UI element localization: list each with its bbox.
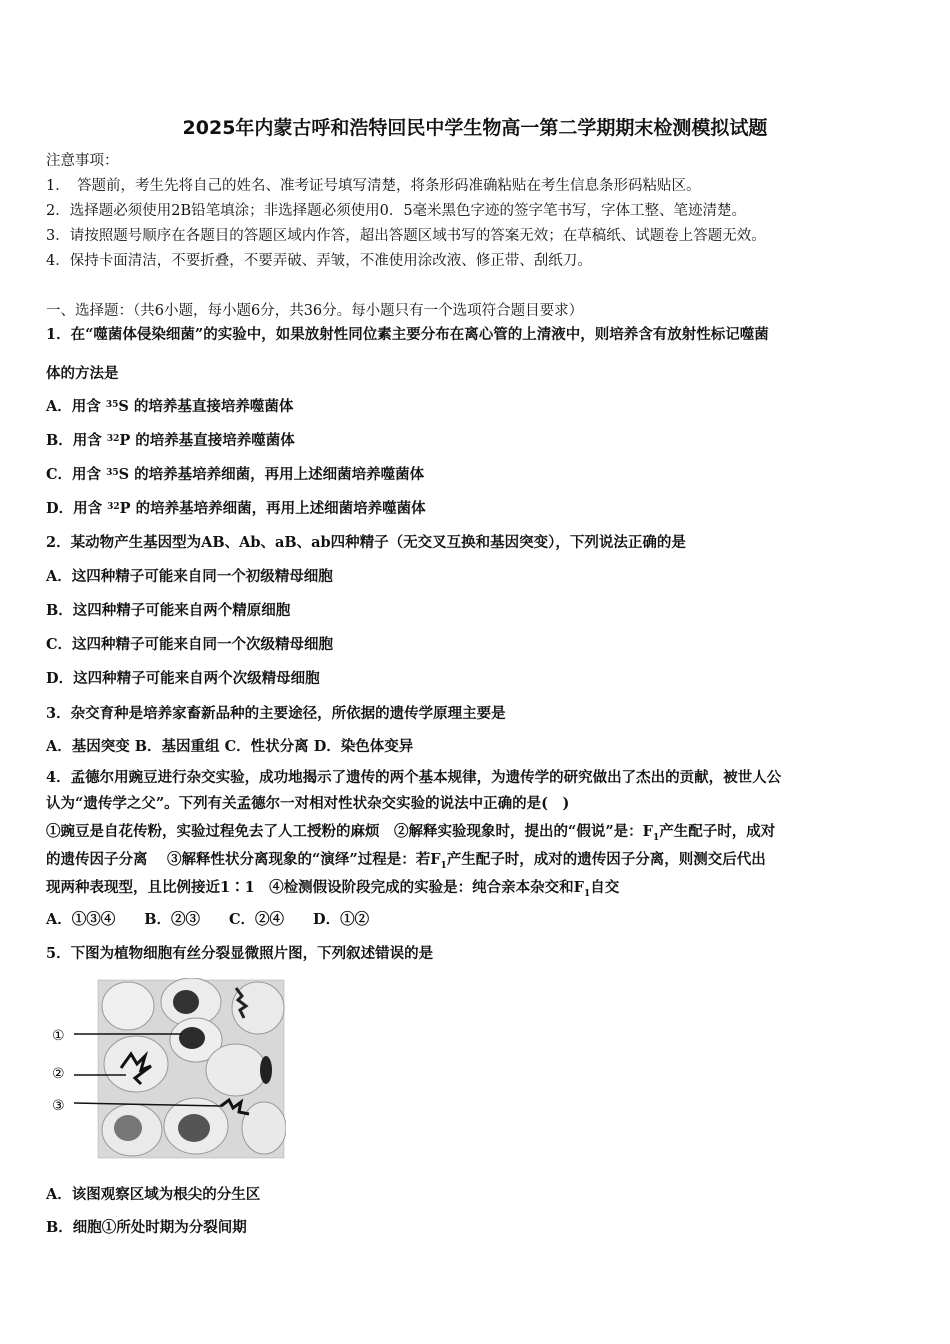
q1-option-c: C．用含 $^{35}$S 的培养基培养细菌，再用上述细菌培养噬菌体 bbox=[46, 466, 425, 483]
q4-options: A．①③④ B．②③ C．②④ D．①② bbox=[46, 911, 370, 928]
q2-stem: 2．某动物产生基因型为AB、Ab、aB、ab四种精子（无交叉互换和基因突变），下列说法正确的是 bbox=[46, 534, 686, 551]
q1-option-b: B．用含 $^{32}$P 的培养基直接培养噬菌体 bbox=[46, 432, 295, 449]
q1-stem-line2: 体的方法是 bbox=[46, 365, 119, 382]
notice-item-2: 2．选择题必须使用2B铅笔填涂；非选择题必须使用0．5毫米黑色字迹的签字笔书写，字体工整、笔迹清楚。 bbox=[46, 203, 747, 219]
q4-stem-line1: 4．孟德尔用豌豆进行杂交实验，成功地揭示了遗传的两个基本规律，为遗传学的研究做出了杰出的贡献，被世人公 bbox=[46, 769, 782, 786]
q4-statement-line3: ①豌豆是自花传粉，实验过程免去了人工授粉的麻烦 ②解释实验现象时，提出的“假说”是：$F_1$产生配子时，成对 bbox=[46, 823, 776, 843]
q3-options: A．基因突变 B．基因重组 C．性状分离 D．染色体变异 bbox=[46, 738, 414, 755]
section-heading: 一、选择题：（共6小题，每小题6分，共36分。每小题只有一个选项符合题目要求） bbox=[46, 303, 584, 319]
q4-statement-line4: 的遗传因子分离 ③解释性状分离现象的“演绎”过程是：若$F_1$产生配子时，成对的遗传因子分离，则测交后代出 bbox=[46, 851, 766, 871]
q4-stem-line2: 认为“遗传学之父”。下列有关孟德尔一对相对性状杂交实验的说法中正确的是( ) bbox=[46, 795, 570, 812]
notice-item-3: 3．请按照题号顺序在各题目的答题区域内作答，超出答题区域书写的答案无效；在草稿纸、试题卷上答题无效。 bbox=[46, 228, 766, 244]
notice-heading: 注意事项： bbox=[46, 153, 119, 169]
q2-option-d: D．这四种精子可能来自两个次级精母细胞 bbox=[46, 670, 320, 687]
mitosis-micrograph bbox=[46, 978, 286, 1160]
label-2: ② bbox=[52, 1066, 65, 1082]
label-1: ① bbox=[52, 1028, 65, 1044]
q5-option-a: A．该图观察区域为根尖的分生区 bbox=[46, 1186, 261, 1203]
q2-option-a: A．这四种精子可能来自同一个初级精母细胞 bbox=[46, 568, 333, 585]
q5-stem: 5．下图为植物细胞有丝分裂显微照片图，下列叙述错误的是 bbox=[46, 945, 434, 962]
notice-item-1: 1． 答题前，考生先将自己的姓名、准考证号填写清楚，将条形码准确粘贴在考生信息条形码粘贴区。 bbox=[46, 178, 701, 194]
q1-stem-line1: 1．在“噬菌体侵染细菌”的实验中，如果放射性同位素主要分布在离心管的上清液中，则培养含有放射性标记噬菌 bbox=[46, 326, 769, 343]
q2-option-c: C．这四种精子可能来自同一个次级精母细胞 bbox=[46, 636, 334, 653]
q1-option-a: A．用含 $^{35}$S 的培养基直接培养噬菌体 bbox=[46, 398, 294, 415]
label-3: ③ bbox=[52, 1098, 65, 1114]
q5-option-b: B．细胞①所处时期为分裂间期 bbox=[46, 1219, 247, 1236]
q1-option-d: D．用含 $^{32}$P 的培养基培养细菌，再用上述细菌培养噬菌体 bbox=[46, 500, 426, 517]
notice-item-4: 4．保持卡面清洁，不要折叠，不要弄破、弄皱，不准使用涂改液、修正带、刮纸刀。 bbox=[46, 253, 592, 269]
page-title: 2025年内蒙古呼和浩特回民中学生物高一第二学期期末检测模拟试题 bbox=[182, 117, 768, 139]
q2-option-b: B．这四种精子可能来自两个精原细胞 bbox=[46, 602, 291, 619]
q4-statement-line5: 现两种表现型，且比例接近1∶1 ④检测假设阶段完成的实验是：纯合亲本杂交和$F_1$自交 bbox=[46, 879, 620, 899]
q3-stem: 3．杂交育种是培养家畜新品种的主要途径，所依据的遗传学原理主要是 bbox=[46, 705, 506, 722]
